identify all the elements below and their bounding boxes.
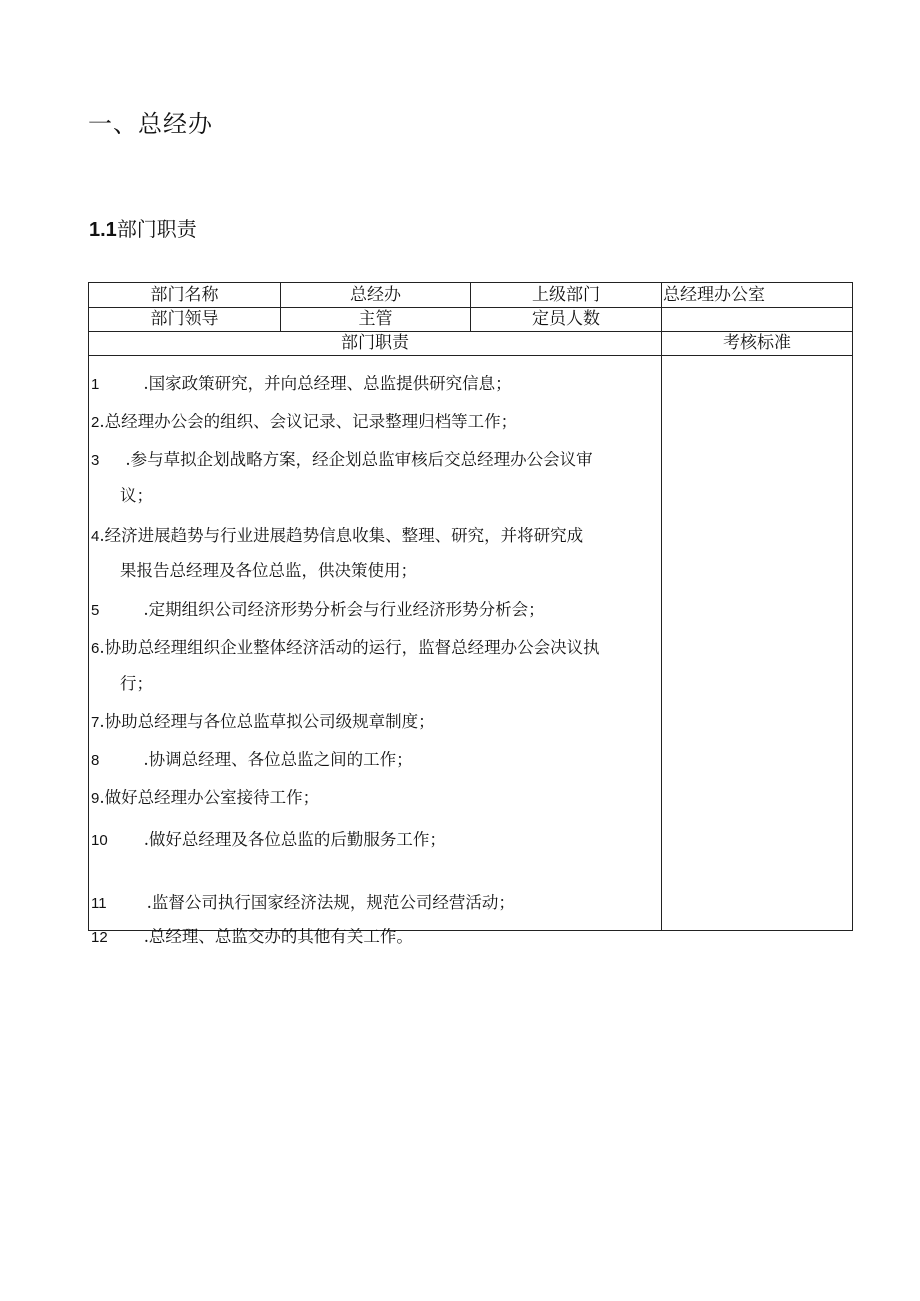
list-item <box>91 708 435 732</box>
item-text: .参与草拟企划战略方案，经企划总监审核后交总经理办公会议审 <box>125 450 593 469</box>
item-number: 2 <box>91 414 100 431</box>
list-item <box>91 923 413 947</box>
label-headcount: 定员人数 <box>532 309 600 329</box>
subsection-title: 部门职责 <box>116 217 197 241</box>
list-item <box>91 596 545 620</box>
subsection-heading <box>89 213 197 242</box>
item-text: .监督公司执行国家经济法规，规范公司经营活动； <box>146 893 515 912</box>
item-text: .协调总经理、各位总监之间的工作； <box>143 750 413 769</box>
item-number: 3 <box>91 452 100 469</box>
table-rule <box>661 283 662 930</box>
item-text: .做好总经理及各位总监的后勤服务工作； <box>143 830 446 849</box>
list-item <box>91 634 600 658</box>
item-text: .协助总经理与各位总监草拟公司级规章制度； <box>99 712 435 731</box>
item-text: .国家政策研究，并向总经理、总监提供研究信息； <box>143 374 512 393</box>
list-item <box>91 522 583 546</box>
label-dept-leader: 部门领导 <box>150 309 219 329</box>
list-item <box>91 889 515 913</box>
item-number: 8 <box>91 752 100 769</box>
item-number: 4 <box>91 528 100 545</box>
item-continuation: 果报告总经理及各位总监，供决策使用； <box>120 561 417 580</box>
item-number: 7 <box>91 714 100 731</box>
list-item <box>91 370 512 394</box>
department-table <box>88 282 853 946</box>
criteria-header: 考核标准 <box>723 333 791 353</box>
parent-dept-value: 总经理办公室 <box>663 285 765 305</box>
duties-list <box>89 356 661 946</box>
label-dept-name: 部门名称 <box>150 285 219 305</box>
item-text: .总经理、总监交办的其他有关工作。 <box>143 927 413 946</box>
item-text: .总经理办公会的组织、会议记录、记录整理归档等工作； <box>99 412 518 431</box>
list-item <box>91 784 319 808</box>
item-number: 5 <box>91 602 100 619</box>
item-text: .经济进展趋势与行业进展趋势信息收集、整理、研究，并将研究成 <box>99 526 584 545</box>
item-number: 11 <box>91 895 107 912</box>
list-item <box>91 446 593 470</box>
duties-header: 部门职责 <box>341 333 409 353</box>
item-text: .定期组织公司经济形势分析会与行业经济形势分析会； <box>143 600 545 619</box>
item-text: .做好总经理办公室接待工作； <box>99 788 320 807</box>
dept-name-value: 总经办 <box>350 285 401 305</box>
item-number: 6 <box>91 640 100 657</box>
subsection-number: 1.1 <box>89 219 117 241</box>
dept-leader-value: 主管 <box>358 309 393 329</box>
label-parent-dept: 上级部门 <box>532 285 600 305</box>
item-number: 9 <box>91 790 100 807</box>
list-item <box>91 826 446 850</box>
item-text: .协助总经理组织企业整体经济活动的运行，监督总经理办公会决议执 <box>99 638 600 657</box>
list-item <box>91 746 413 770</box>
item-number: 12 <box>91 929 108 946</box>
list-item <box>91 408 517 432</box>
item-number: 10 <box>91 832 108 849</box>
item-continuation: 行； <box>120 674 153 693</box>
item-number: 1 <box>91 376 100 393</box>
section-heading: 一、总经办 <box>88 110 213 138</box>
item-continuation: 议； <box>120 486 153 505</box>
